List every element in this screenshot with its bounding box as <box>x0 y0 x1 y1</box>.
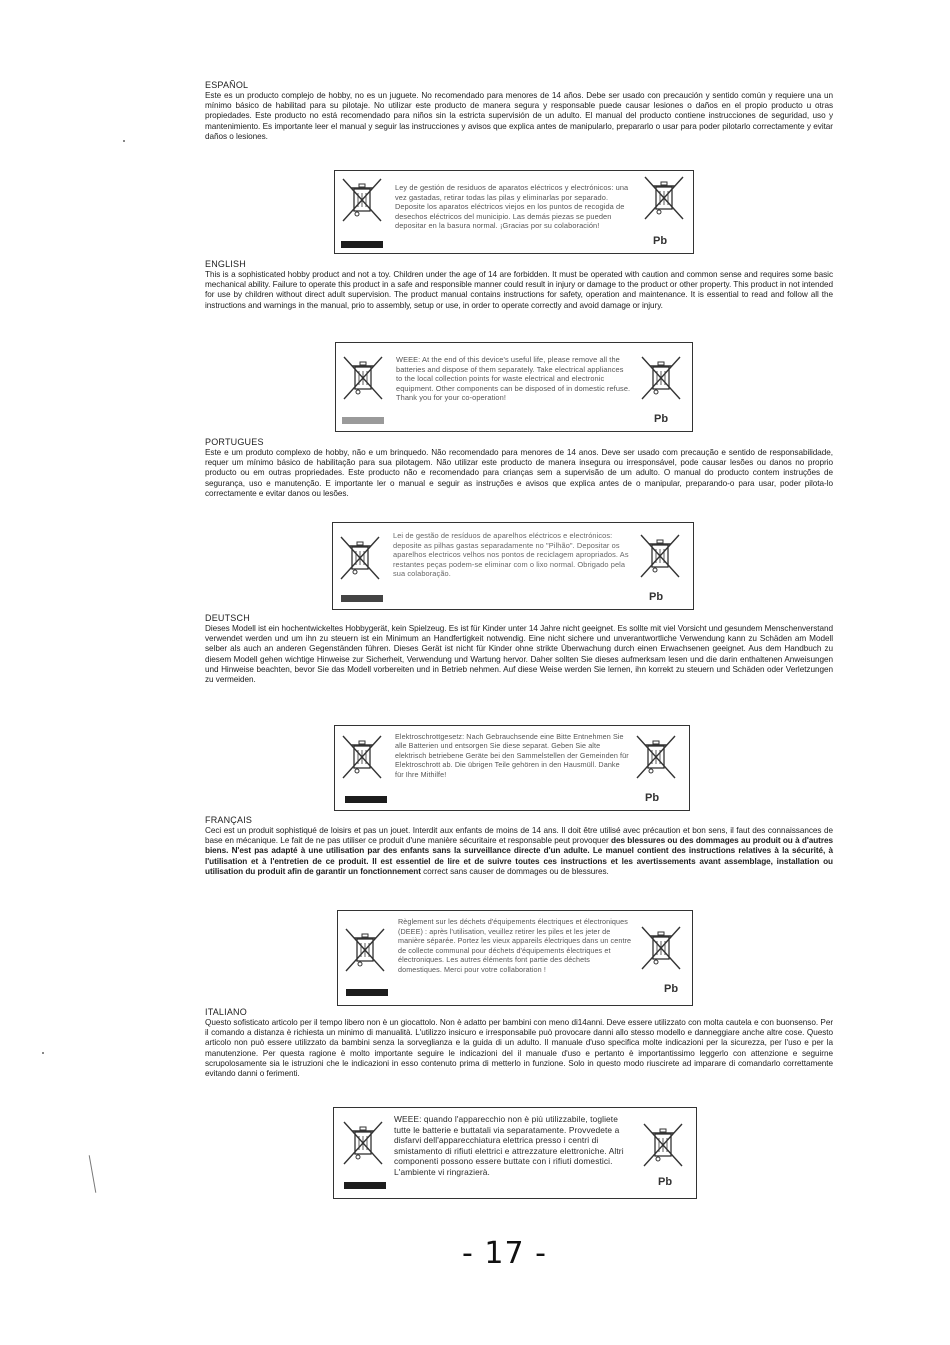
pb-badge: Pb <box>649 591 664 603</box>
section-portugues <box>205 437 833 499</box>
section-paragraph: This is a sophisticated hobby product and not a toy. Children under the age of 14 are forbidden. It must be operated with caution and common sense and requires some basic mechanical ability. Failure to operate this product in a safe and responsible manner could result in injury or damage to the product or other property. This product in not intended for use by children without direct adult supervision. The product manual contains instructions for safety, operation and maintenance. It is essential to read and follow all the instructions and warnings in the manual, prio to assembly, setup or use, in order to operate correctly and avoid damage or injury. <box>205 270 833 310</box>
page-number: - 17 - <box>462 1236 547 1271</box>
pb-badge: Pb <box>654 413 669 425</box>
crossed-bin-icon <box>642 1122 684 1168</box>
weee-notice-text: Ley de gestión de residuos de aparatos eléctricos y electrónicos: una vez gastadas, retirar todas las pilas y eliminarlas por separado. Deposite los aparatos eléctricos viejos en los puntos de recogida de desechos eléctricos del municipio. Las demás piezas se pueden depositar en la basura normal. ¡Gracias por su colaboración! <box>395 183 629 231</box>
weee-notice-text: WEEE: quando l'apparecchio non è più utilizzabile, togliete tutte le batterie e buttatali via separatamente. Provvedete a disfarvi dell'apparecchiatura elettrica presso i centri di smistamento di rifiuti elettrici e attrezzature elettroniche. Altri componenti possono essere buttate con i rifiuti domestici. L'ambiente vi ringrazierà. <box>394 1114 624 1177</box>
section-heading: FRANÇAIS <box>205 815 253 825</box>
paragraph-bold-text: des blessures ou des dommages au produit ou à d'autres biens. N'est pas adapté à une utilisation par des enfants sans la surveillance directe d'un adulte. Le manuel contient des instructions relatives à la sécurité, à l'utilisation et à l'entretien de ce produit. Il est essentiel de lire et de suivre toutes ces instructions et les avertissements avant assemblage, installation ou utilisation du produit afin de garantir un fonctionnement <box>205 836 833 876</box>
section-heading: PORTUGUES <box>205 437 264 447</box>
crossed-bin-icon <box>635 734 677 780</box>
black-bar <box>345 796 387 803</box>
black-bar <box>346 989 388 996</box>
scan-scratch <box>89 1155 97 1193</box>
section-paragraph <box>205 826 833 877</box>
pb-badge: Pb <box>664 983 679 995</box>
weee-notice-text: Règlement sur les déchets d'équipements électriques et électroniques (DEEE) : après l'utilisation, veuillez retirer les piles et les jeter de manière séparée. Portez les vieux appareils électriques dans un centre de collecte communal pour déchets d'équipements électriques et électroniques. Les autres éléments font partie des déchets domestiques. Merci pour votre collaboration ! <box>398 917 632 974</box>
section-paragraph: Questo sofisticato articolo per il tempo libero non è un giocattolo. Non è adatto per bambini con meno di14anni. Deve essere utilizzato con molta cautela e con buonsenso. Per il comando a distanza è richiesta un minimo di manualità. L'utilizzo insicuro e irresponsabile può provocare danni allo stesso modello e danneggiare anche altre cose. Questo articolo non può essere utilizzato da bambini senza la sorveglianza e la guida di un adulto. Il manuale d'uso specifica molte indicazioni per la sicurezza, per l'uso e per la manutenzione. Per questa ragione è molto importante seguire le indicazioni del il manuale d'uso e pertanto è importantissimo leggerlo con attenzione e seguirne scrupolosamente sia le istruzioni che le indicazioni in esso contenuto prima di metterlo in funzione. Solo in questo modo riuscirete ad imparare di comandarlo correttamente evitando danni o ferimenti. <box>205 1018 833 1079</box>
section-italiano <box>205 1007 833 1079</box>
crossed-bin-icon <box>639 533 681 579</box>
crossed-bin-icon <box>640 355 682 401</box>
black-bar <box>341 241 383 248</box>
weee-notice-box <box>333 1107 697 1199</box>
weee-notice-box <box>332 522 694 610</box>
black-bar <box>344 1182 386 1189</box>
paragraph-tail-text: correct sans causer de dommages ou de blessures. <box>423 866 609 876</box>
crossed-bin-icon <box>342 355 384 401</box>
pb-badge: Pb <box>653 235 668 247</box>
black-bar <box>341 595 383 602</box>
weee-notice-text: Elektroschrottgesetz: Nach Gebrauchsende eine Bitte Entnehmen Sie alle Batterien und entsorgen Sie diese separat. Geben Sie alte elektrisch betriebene Geräte bei den Sammelstellen der Gemeinden für Elektroschrott ab. Die übrigen Teile gehören in den Hausmüll. Danke für Ihre Mithilfe! <box>395 732 629 779</box>
weee-notice-box <box>334 170 694 254</box>
section-heading: ITALIANO <box>205 1007 247 1017</box>
crossed-bin-icon <box>640 925 682 971</box>
crossed-bin-icon <box>341 177 383 223</box>
scan-speck <box>123 140 125 142</box>
section-francais <box>205 815 833 877</box>
weee-notice-box <box>334 725 690 811</box>
crossed-bin-icon <box>339 535 381 581</box>
weee-notice-text: Lei de gestão de resíduos de aparelhos eléctricos e electrónicos: deposite as pilhas gastas separadamente no "Pilhão". Depositar os aparelhos electricos velhos nos pontos de reciclagem apropriados. As restantes peças podem-se eliminar com o lixo normal. Obrigado pela sua colaboração. <box>393 531 629 579</box>
crossed-bin-icon <box>643 175 685 221</box>
crossed-bin-icon <box>344 927 386 973</box>
section-heading: DEUTSCH <box>205 613 250 623</box>
crossed-bin-icon <box>341 734 383 780</box>
section-paragraph: Dieses Modell ist ein hochentwickeltes Hobbygerät, kein Spielzeug. Es ist für Kinder unter 14 Jahre nicht geeignet. Es sollte mit viel Vorsicht und gesundem Menschenverstand verwendet werden und um ihn zu steuern ist ein Minimum an Handfertigkeit notwendig. Eine nicht sichere und unverantwortliche Verwendung kann zu Schäden am Modell selber als auch an anderen Gegenständen führen. Dieses Gerät ist nicht für Kinder ohne strikte Überwachung durch einen Erwachsenen geeignet. Aus dem Handbuch zu diesem Modell gehen wichtige Hinweise zur Sicherheit, Verwendung und Wartung hervor. Daher sollten Sie dieses aufmerksam lesen und die darin enthaltenen Anweisungen und Hinweise beachten, bevor Sie das Modell vorbereiten und in Betrieb nehmen. Auf diese Weise werden Sie lernen, ihn korrekt zu steuern und Schäden oder Verletzungen zu vermeiden. <box>205 624 833 685</box>
section-paragraph: Este e um produto complexo de hobby, não e um brinquedo. Não recomendado para menores de 14 anos. Deve ser usado com precaução e sentido de responsabilidade, requer um mínimo básico de habilitação para sua pilotagem. Não utilizar este producto de manera insegura ou irresponsável, pode causar lesões ou danos no proprio producto ou em outras propriedades. Este producto não e recomendado para crianças sem a supervisão de um adulto. O manual do producto contem instruções de segurança, uso e manutenção. E importante ler o manual e seguir as instruções e avisos que explica antes de o manipular, preparando-o para usar, poder pilota-lo correctamente e evitar danos ou lesões. <box>205 448 833 498</box>
section-espanol <box>205 80 833 142</box>
section-english <box>205 259 833 311</box>
section-deutsch <box>205 613 833 685</box>
section-paragraph: Este es un producto complejo de hobby, no es un juguete. No recomendado para menores de 14 años. Debe ser usado con precaución y sentido común y requiere una un mínimo básico de habilitad para su pilotaje. No utilizar este producto de manera segura y responsable puede causar lesiones o daños en el propio producto u otras propiedades. Este producto no está recomendado para niños sin la estricta supervisión de un adulto. El manual del producto contiene instrucciones de seguridad, uso y mantenimiento. Es importante leer el manual y seguir las instrucciones y avisos que explica antes de manipularlo, prepararlo o usar para poder pilotarlo correctamente y evitar daños o lesiones. <box>205 91 833 141</box>
weee-notice-box <box>335 342 693 432</box>
section-heading: ESPAÑOL <box>205 80 249 90</box>
pb-badge: Pb <box>645 792 660 804</box>
pb-badge: Pb <box>658 1176 673 1188</box>
weee-notice-box <box>337 910 693 1006</box>
section-heading: ENGLISH <box>205 259 246 269</box>
crossed-bin-icon <box>342 1120 384 1166</box>
paragraph-normal-text: Ceci est un produit sophistiqué de loisirs et pas un jouet. Interdit aux enfants de moins de 14 ans. Il doit être utilisé avec précaution et bon sens, il faut des connaissances de base en mécanique. Le fait de ne pas utiliser ce produit d'une manière sécuritaire et responsable peut provoquer <box>205 826 833 846</box>
weee-notice-text: WEEE: At the end of this device's useful life, please remove all the batteries and dispose of them separately. Take electrical appliances to the local collection points for waste electrical and electronic equipment. Other components can be disposed of in domestic refuse. Thank you for your co-operation! <box>396 355 631 403</box>
gray-bar <box>342 417 384 424</box>
scan-speck <box>42 1052 44 1054</box>
